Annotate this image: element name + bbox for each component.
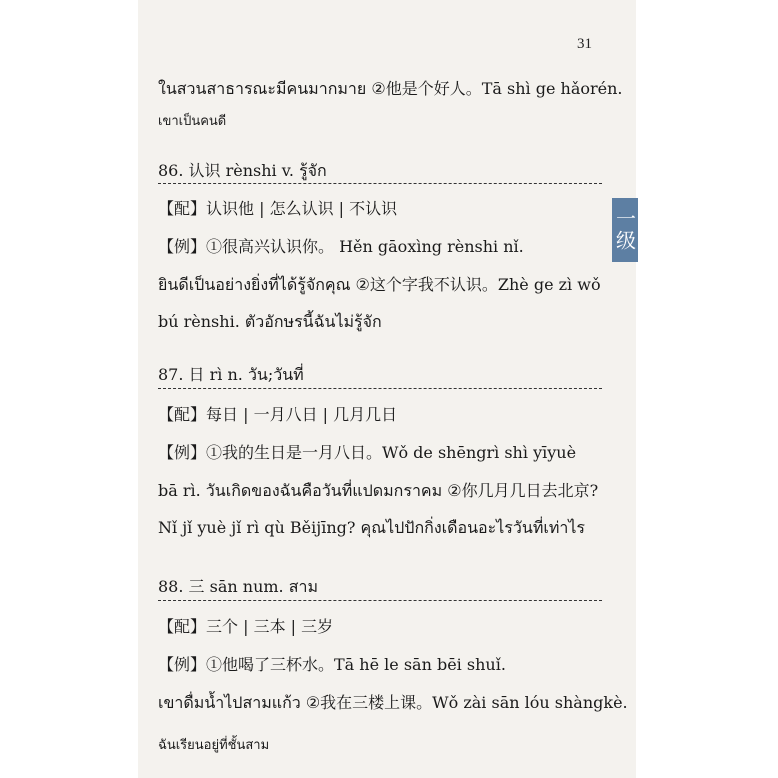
entry-divider [158,183,602,184]
example-line: 【例】①他喝了三杯水。Tā hē le sān bēi shuǐ. [158,655,506,674]
collocation-line: 【配】认识他 | 怎么认识 | 不认识 [158,199,398,218]
example-line: 【例】①我的生日是一月八日。Wǒ de shēngrì shì yīyuè [158,443,577,462]
example-line: Nǐ jǐ yuè jǐ rì qù Běijīng? คุณไปปักกิ่งเดือนอะไรวันที่เท่าไร [158,518,585,537]
example-line: เขาดื่มน้ำไปสามแก้ว ②我在三楼上课。Wǒ zài sān lóu shàngkè. [158,693,628,712]
entry-heading-88: 88. 三 sān num. สาม [158,577,319,596]
entry-heading-87: 87. 日 rì n. วัน;วันที่ [158,365,304,384]
text-line: เขาเป็นคนดี [158,114,227,129]
collocation-line: 【配】每日 | 一月八日 | 几月几日 [158,405,398,424]
example-line: ฉันเรียนอยู่ที่ชั้นสาม [158,738,270,753]
example-line: 【例】①很高兴认识你。 Hěn gāoxìng rènshi nǐ. [158,237,524,256]
example-line: bā rì. วันเกิดของฉันคือวันที่แปดมกราคม ②你几月几日去北京? [158,481,599,500]
collocation-line: 【配】三个 | 三本 | 三岁 [158,617,334,636]
entry-heading-86: 86. 认识 rènshi v. รู้จัก [158,161,327,180]
page-number: 31 [577,36,592,52]
example-line: ยินดีเป็นอย่างยิ่งที่ได้รู้จักคุณ ②这个字我不认识。Zhè ge zì wǒ [158,275,601,294]
level-tab: 一级 [612,198,638,262]
example-line: bú rènshi. ตัวอักษรนี้ฉันไม่รู้จัก [158,312,382,331]
entry-divider [158,600,602,601]
text-line: ในสวนสาธารณะมีคนมากมาย ②他是个好人。Tā shì ge hǎorén. [158,79,623,98]
entry-divider [158,388,602,389]
